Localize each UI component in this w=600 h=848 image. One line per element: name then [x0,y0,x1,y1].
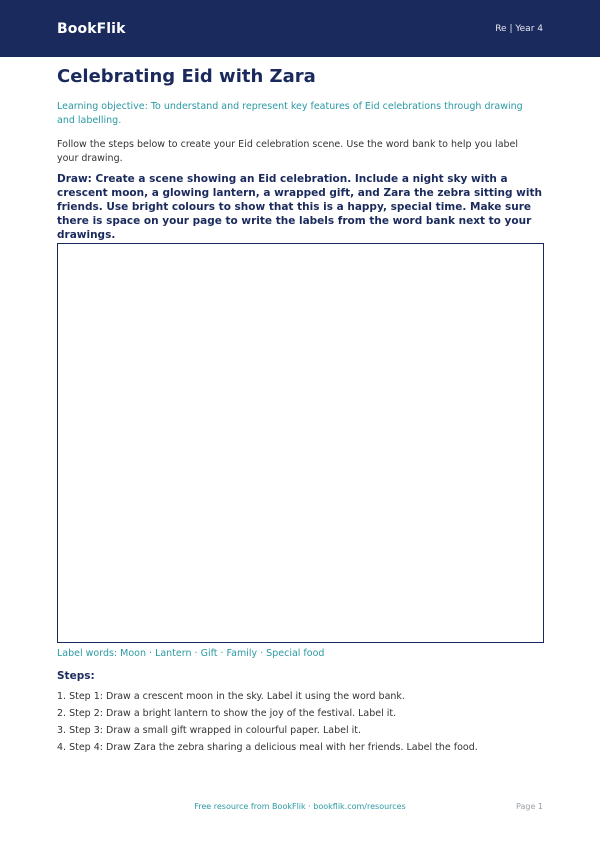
step-item: 4. Step 4: Draw Zara the zebra sharing a delicious meal with her friends. Label the food. [57,742,478,753]
word-bank: Label words: Moon · Lantern · Gift · Family · Special food [57,648,325,659]
footer-credit-link[interactable]: Free resource from BookFlik · bookflik.com/resources [194,802,406,811]
step-item: 2. Step 2: Draw a bright lantern to show the joy of the festival. Label it. [57,708,397,719]
step-item: 1. Step 1: Draw a crescent moon in the sky. Label it using the word bank. [57,691,405,702]
draw-instruction: Draw: Create a scene showing an Eid celebration. Include a night sky with a crescent moon, a glowing lantern, a wrapped gift, and Zara the zebra sitting with friends. Use bright colours to show that this is a happy, special time. Make sure there is space on your page to write the labels from the word bank next to your drawings. [57,173,542,241]
steps-heading: Steps: [57,670,95,682]
brand-logo-text[interactable]: BookFlik [57,20,126,37]
steps-list [57,688,545,756]
top-banner [0,0,600,57]
page-number: Page 1 [516,802,543,811]
subject-year-label: Re | Year 4 [495,23,543,34]
intro-text: Follow the steps below to create your Eid celebration scene. Use the word bank to help you label your drawing. [57,139,519,164]
drawing-area[interactable] [57,243,544,643]
page-title: Celebrating Eid with Zara [57,66,316,87]
step-item: 3. Step 3: Draw a small gift wrapped in colourful paper. Label it. [57,725,361,736]
page-footer [0,802,600,816]
learning-objective: Learning objective: To understand and represent key features of Eid celebrations through drawing and labelling. [57,101,523,126]
